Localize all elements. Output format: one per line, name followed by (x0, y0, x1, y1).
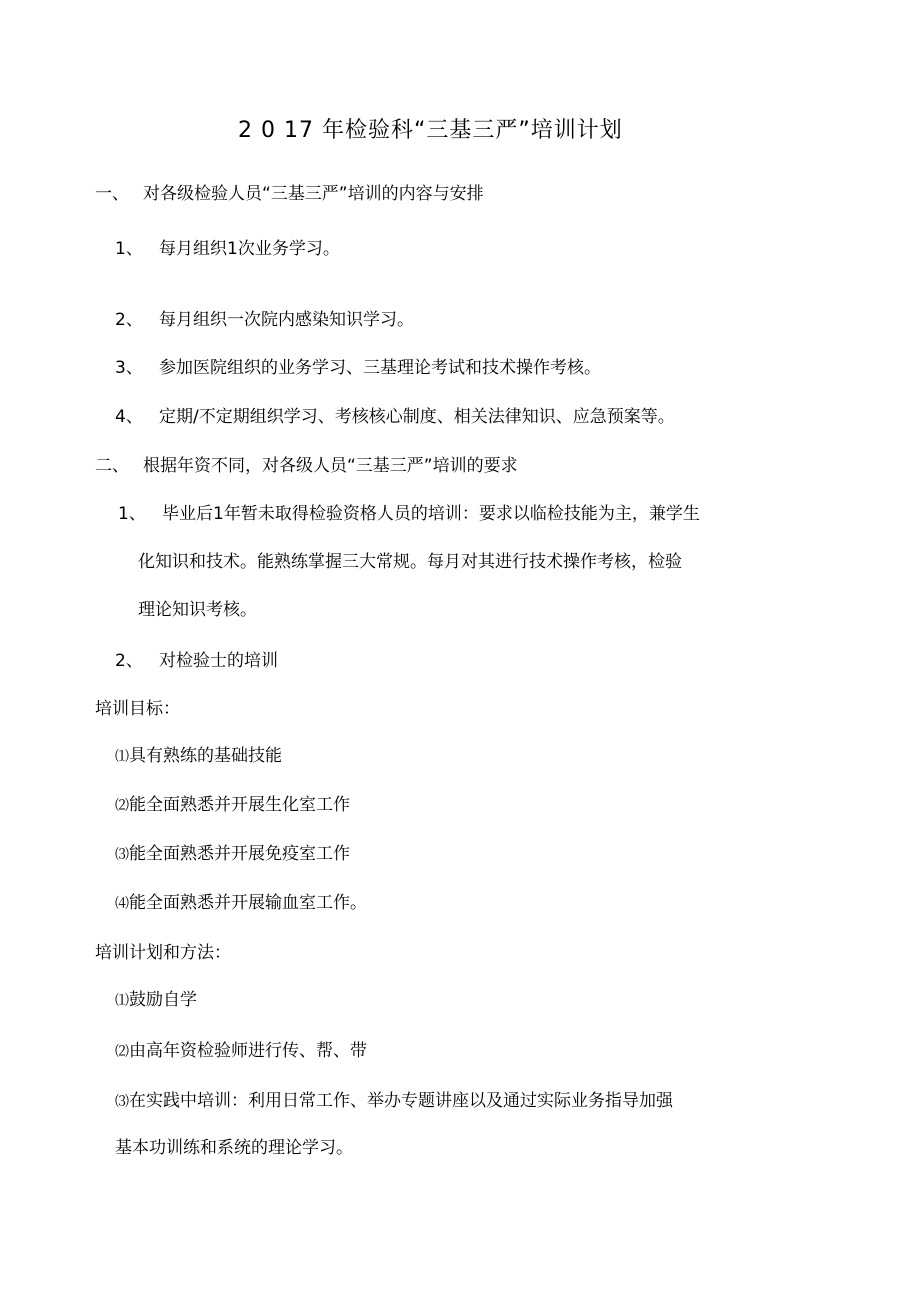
goal-item-3 (115, 843, 350, 866)
item-text: 能全面熟悉并开展生化室工作 (129, 795, 350, 815)
section-1-heading (95, 183, 484, 205)
item-text-line-1: 毕业后1年暂未取得检验资格人员的培训：要求以临检技能为主，兼学生 (162, 504, 700, 524)
document-title: 2 0 17 年检验科“三基三严”培训计划 (238, 118, 623, 143)
item-text: 在实践中培训：利用日常工作、举办专题讲座以及通过实际业务指导加强 (129, 1091, 673, 1111)
item-marker: ⑴ (115, 749, 129, 765)
methods-label: 培训计划和方法： (95, 943, 231, 963)
item-marker: 3、 (115, 358, 143, 378)
section-1-item-1 (115, 238, 340, 260)
section-2-item-1 (118, 503, 700, 525)
item-marker: 2、 (115, 310, 143, 330)
section-2-heading-text: 根据年资不同，对各级人员“三基三严”培训的要求 (143, 456, 518, 476)
section-1-heading-text: 对各级检验人员“三基三严”培训的内容与安排 (143, 184, 484, 204)
item-text: 对检验士的培训 (159, 651, 278, 671)
section-2-item-1-line-3: 理论知识考核。 (138, 600, 257, 620)
item-marker: 4、 (115, 407, 143, 427)
item-marker: ⑵ (115, 798, 129, 814)
item-marker: ⑶ (115, 847, 129, 863)
section-2-heading (95, 455, 518, 477)
item-text: 参加医院组织的业务学习、三基理论考试和技术操作考核。 (159, 358, 601, 378)
section-1-item-2 (115, 309, 414, 331)
item-text: 鼓励自学 (129, 990, 197, 1010)
goals-label: 培训目标： (95, 699, 180, 719)
item-text: 能全面熟悉并开展输血室工作。 (129, 893, 367, 913)
item-text: 每月组织1次业务学习。 (159, 239, 340, 259)
item-text: 具有熟练的基础技能 (129, 746, 282, 766)
section-1-marker: 一、 (95, 184, 129, 204)
item-marker: ⑵ (115, 1044, 129, 1060)
item-text: 由高年资检验师进行传、帮、带 (129, 1041, 367, 1061)
item-text: 每月组织一次院内感染知识学习。 (159, 310, 414, 330)
goal-item-2 (115, 794, 350, 817)
item-marker: 1、 (115, 239, 143, 259)
method-item-3-continuation: 基本功训练和系统的理论学习。 (115, 1138, 353, 1158)
section-1-item-3 (115, 357, 601, 379)
item-text: 定期/不定期组织学习、考核核心制度、相关法律知识、应急预案等。 (159, 407, 675, 427)
item-text: 能全面熟悉并开展免疫室工作 (129, 844, 350, 864)
goal-item-1 (115, 745, 282, 768)
section-2-item-1-line-2: 化知识和技术。能熟练掌握三大常规。每月对其进行技术操作考核，检验 (138, 552, 682, 572)
section-1-item-4 (115, 406, 675, 428)
item-marker: 2、 (115, 651, 143, 671)
section-2-marker: 二、 (95, 456, 129, 476)
goal-item-4 (115, 892, 367, 915)
method-item-1 (115, 989, 197, 1012)
section-2-item-2 (115, 650, 278, 672)
item-marker: ⑴ (115, 993, 129, 1009)
method-item-3 (115, 1090, 673, 1113)
item-marker: 1、 (118, 504, 146, 524)
item-marker: ⑶ (115, 1094, 129, 1110)
method-item-2 (115, 1040, 367, 1063)
item-marker: ⑷ (115, 896, 129, 912)
